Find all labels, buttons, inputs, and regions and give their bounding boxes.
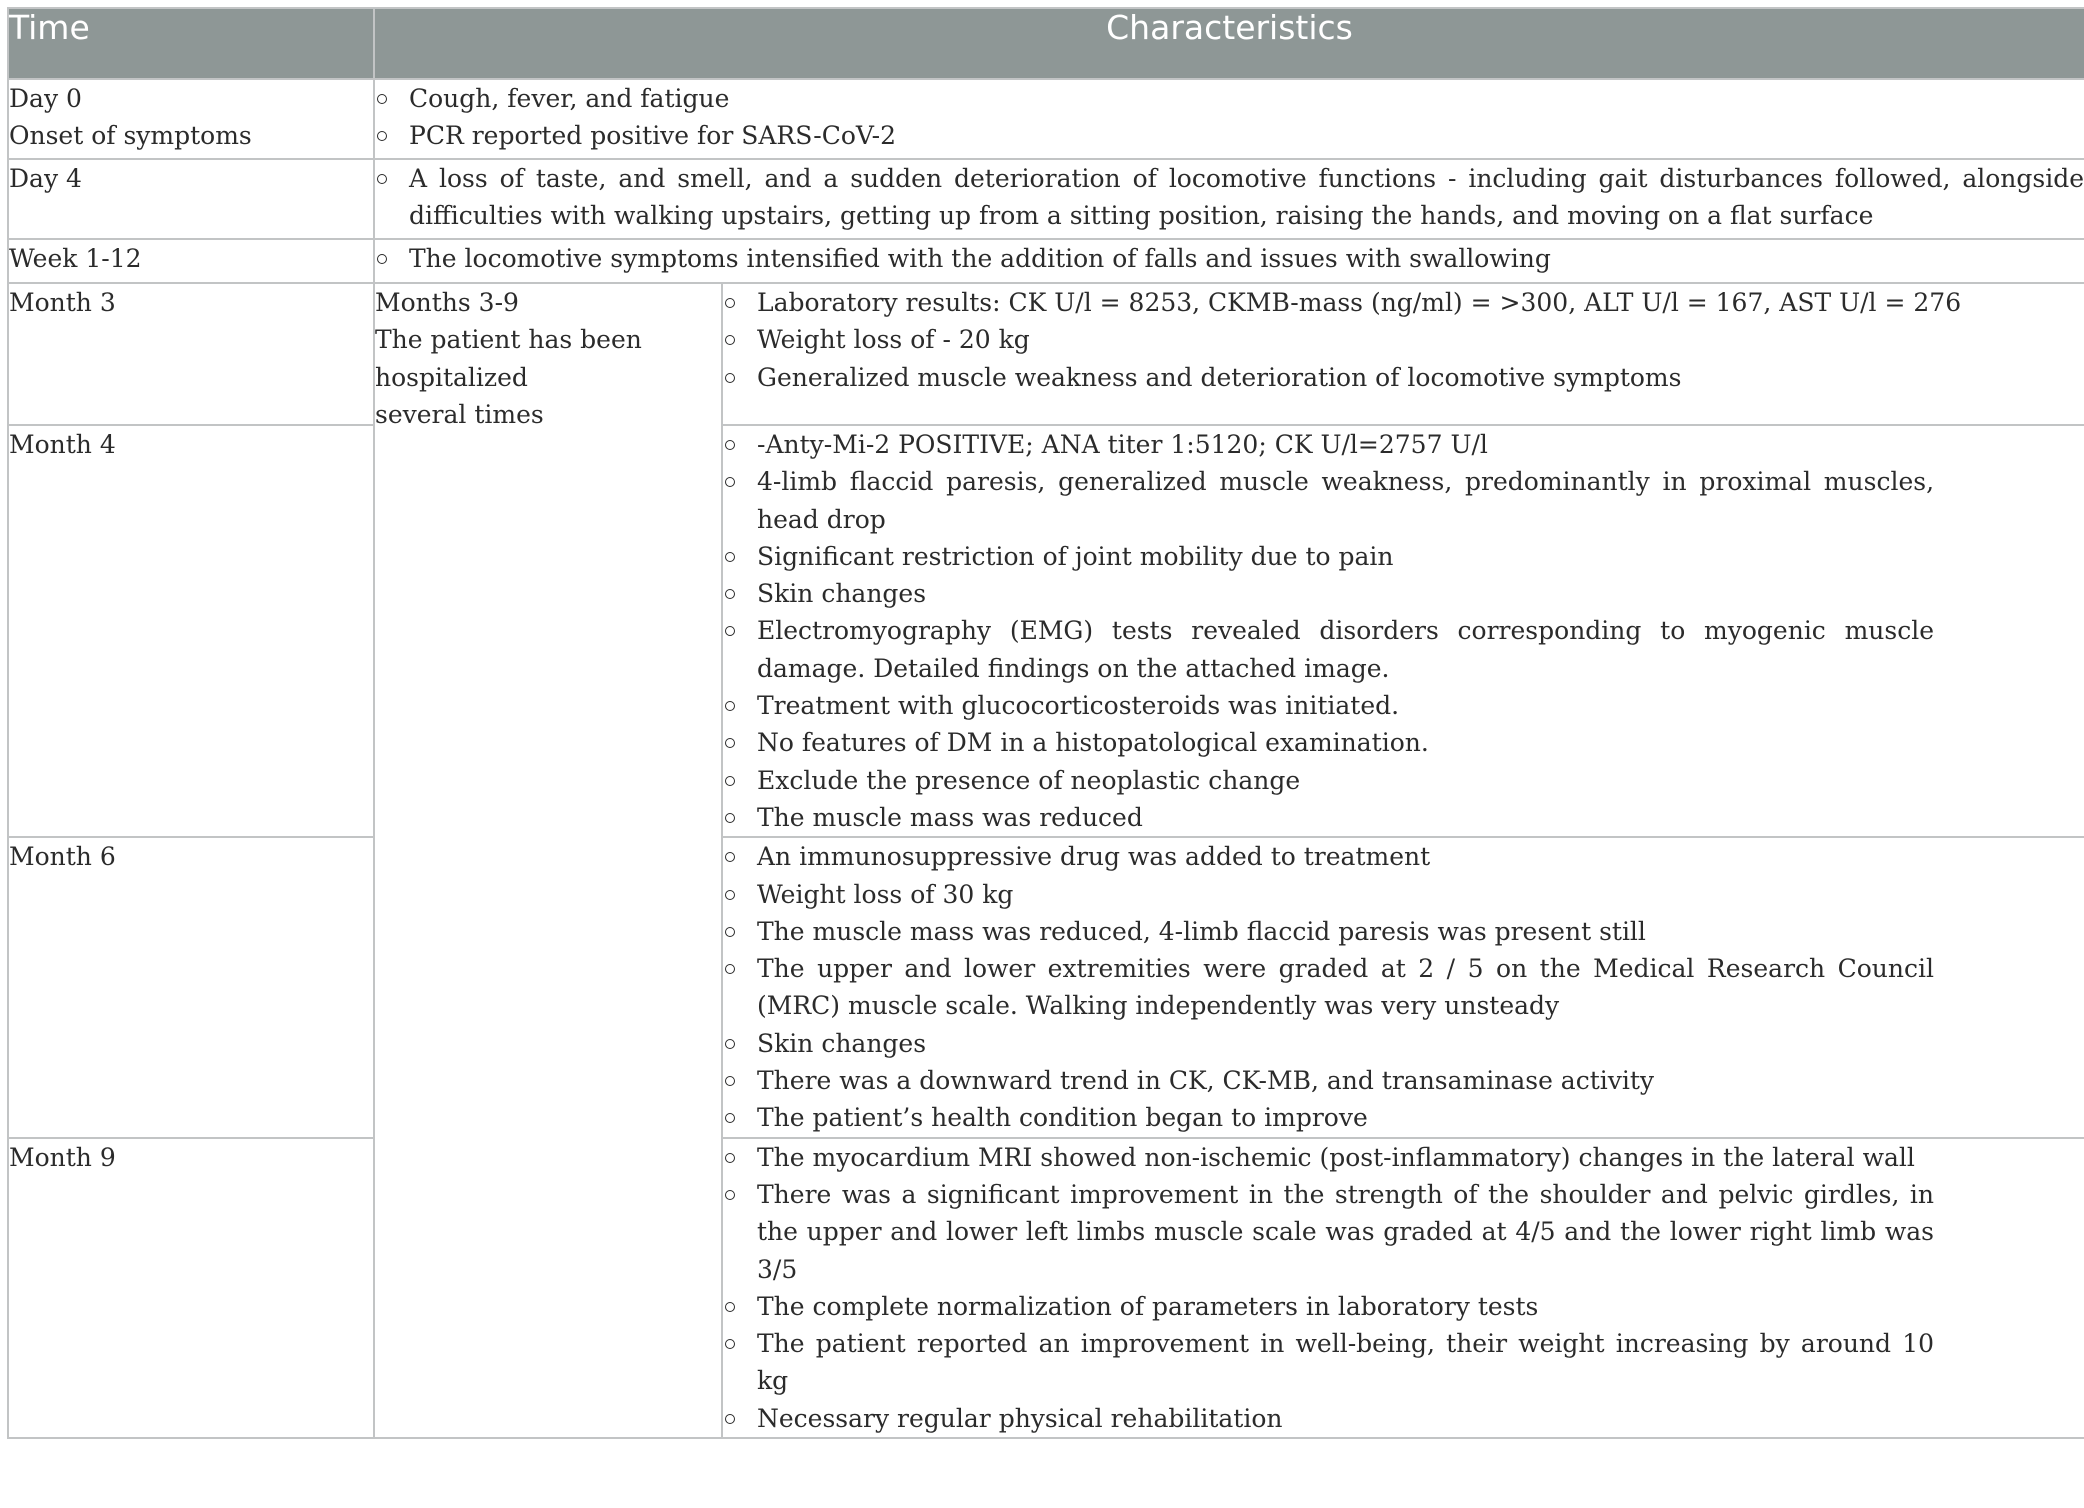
characteristics-list <box>375 240 2084 277</box>
characteristics-cell <box>374 159 2084 239</box>
list-item: Laboratory results: CK U/l = 8253, CKMB-mass (ng/ml) = >300, ALT U/l = 167, AST U/l = 276 <box>723 284 2084 321</box>
table-row-month-9 <box>8 1138 2084 1438</box>
list-item: Electromyography (EMG) tests revealed disorders corresponding to myogenic muscle damage. Detailed findings on the attached image. <box>723 612 1934 687</box>
list-item: The patient’s health condition began to improve <box>723 1099 1934 1136</box>
list-item: The locomotive symptoms intensified with the addition of falls and issues with swallowing <box>375 240 2084 277</box>
table-row-month-6 <box>8 837 2084 1137</box>
list-item: Weight loss of 30 kg <box>723 876 1934 913</box>
hospitalization-span-cell <box>374 283 722 1438</box>
characteristics-list <box>375 80 2084 155</box>
time-label: Month 3 <box>9 288 116 317</box>
time-label: Month 9 <box>9 1142 116 1172</box>
table-row-day-0 <box>8 79 2084 159</box>
time-cell <box>8 283 374 425</box>
span-title: Months 3-9 <box>375 288 519 317</box>
time-cell <box>8 79 374 159</box>
list-item: A loss of taste, and smell, and a sudden deterioration of locomotive functions - including gait disturbances followed, alongside difficulties with walking upstairs, getting up from a sitting position, raising the hands, and moving on a flat surface <box>375 160 2084 235</box>
list-item: There was a downward trend in CK, CK-MB, and transaminase activity <box>723 1062 1934 1099</box>
characteristics-list <box>723 426 1934 836</box>
characteristics-list <box>375 160 2084 235</box>
characteristics-cell <box>374 239 2084 283</box>
span-text-line: several times <box>375 399 544 429</box>
list-item: The muscle mass was reduced, 4-limb flaccid paresis was present still <box>723 913 1934 950</box>
time-sublabel: Onset of symptoms <box>9 121 252 151</box>
span-text-line: hospitalized <box>375 362 528 392</box>
list-item: The muscle mass was reduced <box>723 799 1934 836</box>
list-item: The complete normalization of parameters in laboratory tests <box>723 1288 1934 1325</box>
list-item: -Anty-Mi-2 POSITIVE; ANA titer 1:5120; CK U/l=2757 U/l <box>723 426 1934 463</box>
list-item: Necessary regular physical rehabilitation <box>723 1400 1934 1437</box>
characteristics-cell <box>722 283 2084 425</box>
characteristics-cell <box>722 837 2084 1137</box>
time-label: Day 4 <box>9 164 82 193</box>
header-time: Time <box>8 8 374 79</box>
list-item: Treatment with glucocorticosteroids was initiated. <box>723 687 1934 724</box>
characteristics-list <box>723 1139 1934 1437</box>
list-item: Generalized muscle weakness and deterioration of locomotive symptoms <box>723 359 2084 396</box>
list-item: Skin changes <box>723 575 1934 612</box>
list-item: 4-limb flaccid paresis, generalized muscle weakness, predominantly in proximal muscles, head drop <box>723 463 1934 538</box>
time-label: Month 4 <box>9 430 116 459</box>
span-text-line: The patient has been <box>375 325 642 355</box>
list-item: Significant restriction of joint mobility due to pain <box>723 538 1934 575</box>
time-label: Week 1-12 <box>9 244 142 273</box>
characteristics-cell <box>374 79 2084 159</box>
time-label: Day 0 <box>9 84 82 113</box>
list-item: The patient reported an improvement in well-being, their weight increasing by around 10 kg <box>723 1325 1934 1400</box>
characteristics-list <box>723 838 1934 1136</box>
list-item: An immunosuppressive drug was added to treatment <box>723 838 1934 875</box>
list-item: Skin changes <box>723 1025 1934 1062</box>
list-item: The upper and lower extremities were graded at 2 / 5 on the Medical Research Council (MRC) muscle scale. Walking independently was very unsteady <box>723 950 1934 1025</box>
time-cell <box>8 239 374 283</box>
characteristics-cell <box>722 1138 2084 1438</box>
table-header-row <box>8 8 2084 79</box>
list-item: No features of DM in a histopatological examination. <box>723 724 1934 761</box>
table-row-day-4 <box>8 159 2084 239</box>
header-characteristics: Characteristics <box>374 8 2084 79</box>
table-row-month-4 <box>8 425 2084 837</box>
characteristics-cell <box>722 425 2084 837</box>
list-item: PCR reported positive for SARS-CoV-2 <box>375 117 2084 154</box>
characteristics-list <box>723 284 2084 396</box>
list-item: The myocardium MRI showed non-ischemic (post-inflammatory) changes in the lateral wall <box>723 1139 1934 1176</box>
time-label: Month 6 <box>9 842 116 872</box>
table-row-week-1-12 <box>8 239 2084 283</box>
time-cell <box>8 1138 374 1438</box>
clinical-timeline-table <box>7 7 2084 1439</box>
list-item: There was a significant improvement in the strength of the shoulder and pelvic girdles, in the upper and lower left limbs muscle scale was graded at 4/5 and the lower right limb was 3/5 <box>723 1176 1934 1288</box>
time-cell <box>8 837 374 1137</box>
list-item: Cough, fever, and fatigue <box>375 80 2084 117</box>
table-row-month-3 <box>8 283 2084 425</box>
time-cell <box>8 159 374 239</box>
list-item: Weight loss of - 20 kg <box>723 321 2084 358</box>
time-cell <box>8 425 374 837</box>
list-item: Exclude the presence of neoplastic change <box>723 762 1934 799</box>
